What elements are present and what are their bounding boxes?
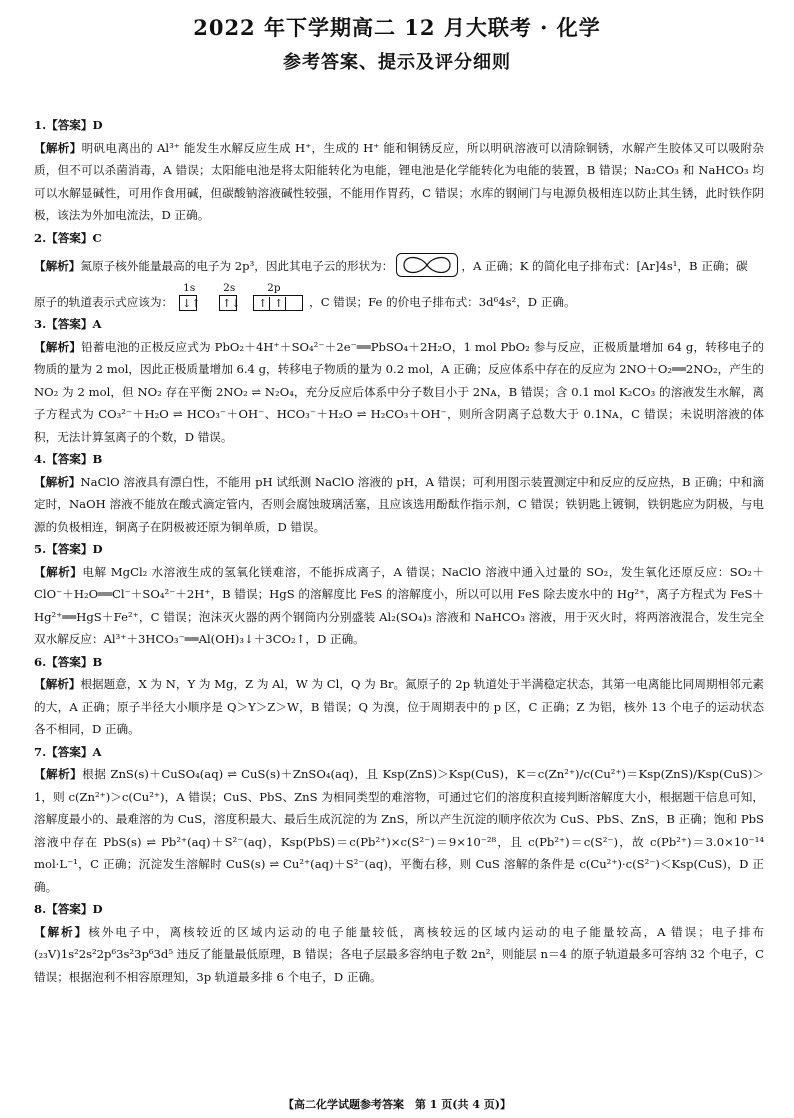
- arrow-up-down-icon: ↓↑: [182, 297, 201, 310]
- orbital-divider: [285, 297, 286, 311]
- explanation-8: [34, 921, 764, 989]
- explanation-text-c: 原子的轨道表示式应该为：: [34, 294, 174, 309]
- explanation-7: [34, 763, 764, 898]
- answer-1: 1.【答案】D: [34, 118, 103, 132]
- explanation-text: 明矾电离出的 Al³⁺ 能发生水解反应生成 H⁺，生成的 H⁺ 能和铜锈反应，所以明矾溶液可以清除铜锈，水解产生胶体又可以吸附杂质，但不可以杀菌消毒，A 错误；太阳能电池是将太阳能转化为电能，锂电池是化学能转化为电能的装置，B 错误；Na₂CO₃ 和 NaHCO₃ 均可以水解显碱性，可用作食用碱，但碳酸钠溶液碱性较强，不能用作胃药，C 错误；水库的钢闸门与电源负极相连以防止其生锈，此时铁作阴极，该法为外加电流法，D 正确。: [34, 140, 764, 222]
- explanation-tag: 【解析】: [34, 258, 81, 273]
- explanation-5: [34, 561, 764, 651]
- explanation-text: NaClO 溶液具有漂白性，不能用 pH 试纸测 NaClO 溶液的 pH，A 错误；可利用图示装置测定中和反应的反应热，B 正确；中和滴定时，NaOH 溶液不能放在酸式滴定管内，否则会腐蚀玻璃活塞，且应该选用酚酞作指示剂，C 错误；铁钥匙上镀铜，铁钥匙应为阴极，与电源的负极相连，铜离子在阴极被还原为铜单质，D 错误。: [34, 474, 764, 534]
- explanation-2: [34, 249, 764, 313]
- arrow-up-down-icon: ↑↓: [222, 297, 241, 310]
- answer-8: 8.【答案】D: [34, 902, 103, 916]
- page-footer: 【高二化学试题参考答案 第 1 页(共 4 页)】: [282, 1098, 512, 1111]
- answer-4: 4.【答案】B: [34, 452, 103, 466]
- orbital-divider: [269, 297, 270, 311]
- explanation-text-b: ，A 正确；K 的简化电子排布式：[Ar]4s¹，B 正确；碳: [461, 258, 748, 273]
- explanation-tag: 【解析】: [34, 677, 81, 691]
- page-subtitle: 参考答案、提示及评分细则: [283, 52, 511, 73]
- answer-2: 2.【答案】C: [34, 230, 102, 245]
- explanation-3: [34, 336, 764, 449]
- answer-3: 3.【答案】A: [34, 317, 102, 331]
- explanation-tag: 【解析】: [34, 140, 82, 155]
- explanation-tag: 【解析】: [34, 924, 89, 939]
- explanation-text: 核外电子中，离核较近的区域内运动的电子能量较低，离核较远的区域内运动的电子能量较高，A 错误；电子排布(₂₃V)1s²2s²2p⁶3s²3p⁶3d⁵ 违反了能量最低原理，B 错误；各电子层最多容纳电子数 2n²，则能层 n＝4 的原子轨道最多可容纳 32 个电子，C 错误；根据泡利不相容原理知，3p 轨道最多排 6 个电子，D 正确。: [34, 924, 764, 984]
- explanation-tag: 【解析】: [34, 767, 83, 781]
- arrow-up-icon: ↑: [258, 297, 268, 310]
- answer-content: [34, 114, 764, 988]
- explanation-6: [34, 673, 764, 741]
- explanation-text: 电解 MgCl₂ 水溶液生成的氢氧化镁难溶，不能拆成离子，A 错误；NaClO 溶液中通入过量的 SO₂，发生氧化还原反应：SO₂＋ClO⁻＋H₂O══Cl⁻＋SO₄²⁻＋2H⁺，B 错误；HgS 的溶解度比 FeS 的溶解度小，所以可以用 FeS 除去废水中的 Hg²⁺，离子方程式为 FeS＋Hg²⁺══HgS＋Fe²⁺，C 错误；泡沫灭火器的两个钢筒内分别盛装 Al₂(SO₄)₃ 溶液和 NaHCO₃ 溶液，用于灭火时，将两溶液混合，发生完全双水解反应：Al³⁺＋3HCO₃⁻══Al(OH)₃↓＋3CO₂↑，D 正确。: [34, 564, 764, 646]
- explanation-text-d: ，C 错误；Fe 的价电子排布式：3d⁶4s²，D 正确。: [309, 294, 576, 309]
- explanation-1: [34, 137, 764, 227]
- explanation-tag: 【解析】: [34, 339, 82, 354]
- page-title: 2022 年下学期高二 12 月大联考 · 化学: [193, 15, 601, 40]
- answer-5: 5.【答案】D: [34, 542, 103, 556]
- explanation-4: [34, 471, 764, 539]
- answer-7: 7.【答案】A: [34, 744, 102, 759]
- orbital-label-2p: 2p: [267, 282, 281, 294]
- explanation-text: 根据 ZnS(s)＋CuSO₄(aq) ⇌ CuS(s)＋ZnSO₄(aq)，且 Ksp(ZnS)＞Ksp(CuS)，K＝c(Zn²⁺)/c(Cu²⁺)＝Ksp(ZnS)/Ksp(CuS)＞1，则 c(Zn²⁺)＞c(Cu²⁺)，A 错误；CuS、PbS、ZnS 为相同类型的难溶物，可通过它们的溶度积直接判断溶解度大小，根据题干信息可知，溶解度最小的、最难溶的为 CuS，溶度积最大、最后生成沉淀的为 ZnS，所以产生沉淀的顺序依次为 CuS、PbS、ZnS，B 正确；饱和 PbS 溶液中存在 PbS(s) ⇌ Pb²⁺(aq)＋S²⁻(aq)，Ksp(PbS)＝c(Pb²⁺)×c(S²⁻)＝9×10⁻²⁸，且 c(Pb²⁺)＝c(S²⁻)，故 c(Pb²⁺)＝3.0×10⁻¹⁴ mol·L⁻¹，C 正确；沉淀发生溶解时 CuS(s) ⇌ Cu²⁺(aq)＋S²⁻(aq)，平衡右移，则 CuS 溶解的条件是 c(Cu²⁺)·c(S²⁻)＜Ksp(CuS)，D 正确。: [34, 767, 764, 894]
- arrow-up-icon: ↑: [274, 297, 284, 310]
- explanation-tag: 【解析】: [34, 564, 83, 579]
- orbital-diagram: [175, 279, 307, 313]
- explanation-tag: 【解析】: [34, 474, 81, 489]
- explanation-text: 铅蓄电池的正极反应式为 PbO₂＋4H⁺＋SO₄²⁻＋2e⁻══PbSO₄＋2H₂O，1 mol PbO₂ 参与反应，正极质量增加 64 g，转移电子的物质的量为 2 mol，因此正极质量增加 6.4 g，转移电子物质的量为 0.2 mol，A 正确；反应体系中存在的反应为 2NO＋O₂══2NO₂，产生的 NO₂ 为 2 mol，但 NO₂ 存在平衡 2NO₂ ⇌ N₂O₄，充分反应后体系中分子数目小于 2Nᴀ，B 错误；含 0.1 mol K₂CO₃ 的溶液发生水解，离子方程式为 CO₃²⁻＋H₂O ⇌ HCO₃⁻＋OH⁻、HCO₃⁻＋H₂O ⇌ H₂CO₃＋OH⁻，则所含阴离子总数大于 0.1Nᴀ，C 错误；未说明溶液的体积，无法计算氢离子的个数，D 错误。: [34, 339, 764, 444]
- answer-6: 6.【答案】B: [34, 654, 103, 669]
- explanation-text: 根据题意，X 为 N，Y 为 Mg，Z 为 Al，W 为 Cl，Q 为 Br。氮原子的 2p 轨道处于半满稳定状态，其第一电离能比同周期相邻元素的大，A 正确；原子半径大小顺序是 Q＞Y＞Z＞W，B 错误；Q 为溴，位于周期表中的 p 区，C 正确；Z 为铝，核外 13 个电子的运动状态各不相同，D 正确。: [34, 677, 764, 736]
- p-orbital-dumbbell-icon: [396, 253, 458, 277]
- orbital-label-2s: 2s: [223, 282, 236, 294]
- orbital-label-1s: 1s: [183, 282, 196, 294]
- explanation-text-a: 氮原子核外能量最高的电子为 2p³，因此其电子云的形状为：: [80, 258, 394, 273]
